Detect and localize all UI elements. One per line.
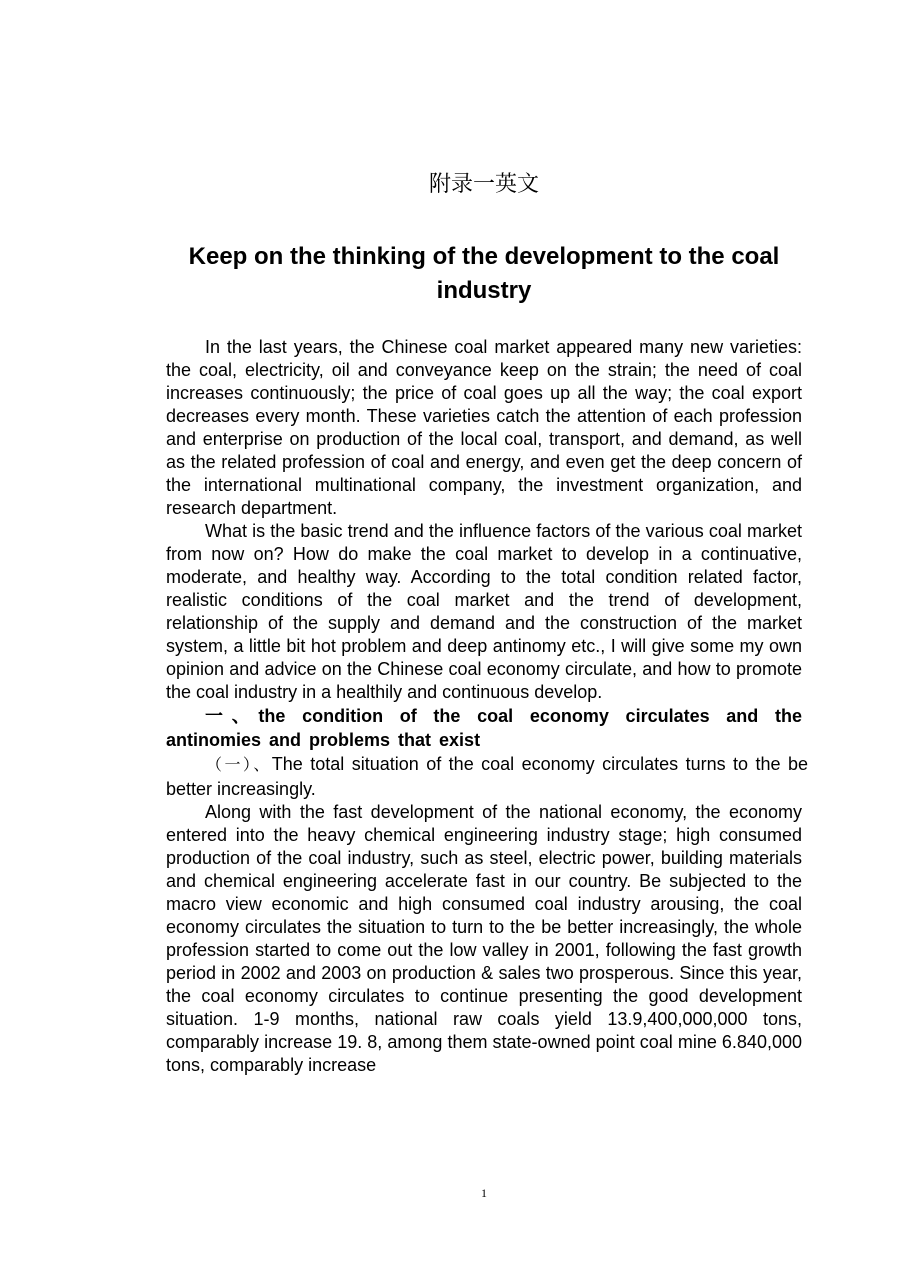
appendix-title: 附录一英文 — [428, 172, 539, 197]
paragraph-development: Along with the fast development of the national economy, the economy entered into the heavy chemical engineering industry stage; high consumed production of the coal industry, such as steel, electric power, building materials and chemical engineering accelerate fast in our country. Be subjected to the macro view economic and high consumed coal industry arousing, the coal economy circulates the situation to turn to the be better increasingly, the whole profession started to come out the low valley in 2001, following the fast growth period in 2002 and 2003 on production & sales two prosperous. Since this year, the coal economy circulates to continue presenting the good development situation. 1-9 months, national raw coals yield 13.9,400,000,000 tons, comparably increase 19. 8, among them state-owned point coal mine 6.840,000 tons, comparably increase — [166, 802, 802, 1075]
subsection-marker: （一）、 — [206, 755, 272, 774]
subsection-text: The total situation of the coal economy circulates turns to the be better increasingly. — [166, 754, 808, 799]
subsection-heading — [166, 752, 808, 801]
section-heading: 一、the condition of the coal economy circulates and the antinomies and problems that exist — [166, 706, 802, 750]
document-title: Keep on the thinking of the development to the coal industry — [188, 243, 780, 304]
document-body — [166, 336, 808, 1077]
page-number: 1 — [481, 1186, 487, 1200]
paragraph-question: What is the basic trend and the influence factors of the various coal market from now on? How do make the coal market to develop in a continuative, moderate, and healthy way. According to the total condition related factor, realistic conditions of the coal market and the trend of development, relationship of the supply and demand and the construction of the market system, a little bit hot problem and deep antinomy etc., I will give some my own opinion and advice on the Chinese coal economy circulate, and how to promote the coal industry in a healthily and continuous develop. — [166, 521, 802, 702]
paragraph-intro: In the last years, the Chinese coal market appeared many new varieties: the coal, electricity, oil and conveyance keep on the strain; the need of coal increases continuously; the price of coal goes up all the way; the coal export decreases every month. These varieties catch the attention of each profession and enterprise on production of the local coal, transport, and demand, as well as the related profession of coal and energy, and even get the deep concern of the international multinational company, the investment organization, and research department. — [166, 337, 802, 518]
